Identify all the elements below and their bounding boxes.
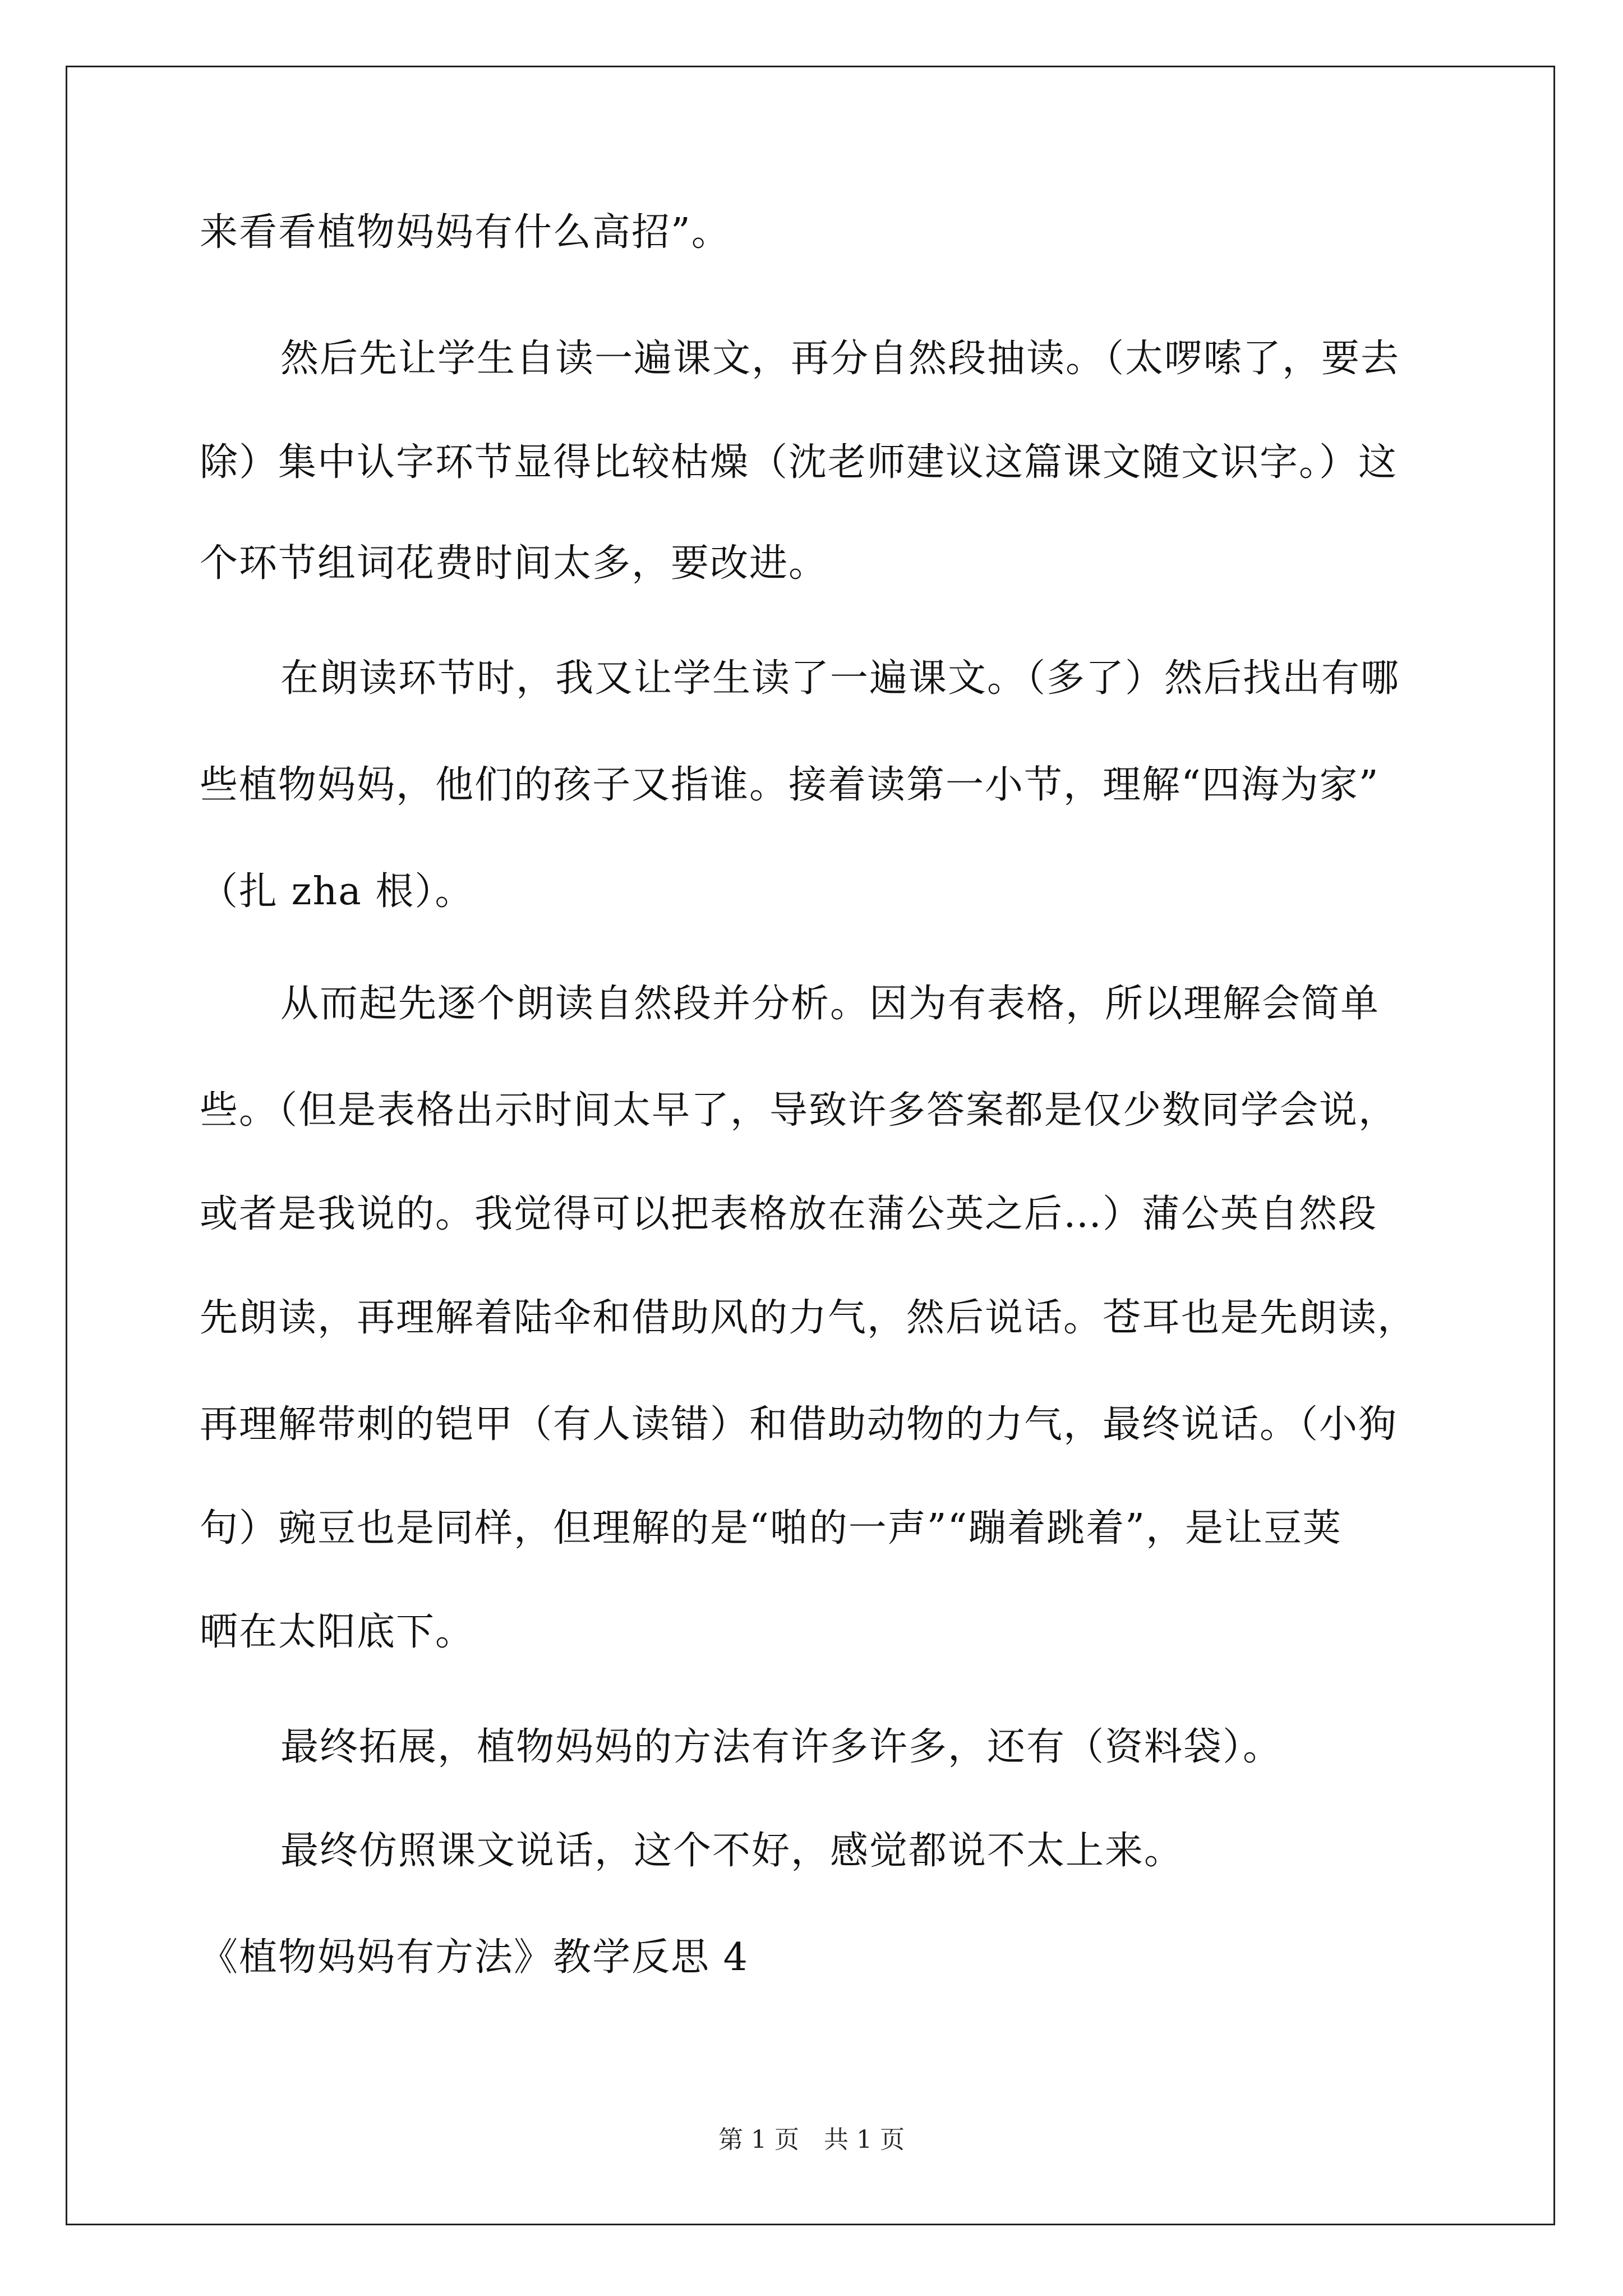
text-line: 来看看植物妈妈有什么高招”。 [200, 210, 731, 255]
paragraph-start-line: 从而起先逐个朗读自然段并分析。因为有表格，所以理解会简单 [280, 982, 1380, 1026]
text-line: （扎 zha 根）。 [200, 869, 474, 914]
paragraph-start-line: 最终仿照课文说话，这个不好，感觉都说不太上来。 [280, 1829, 1184, 1873]
paragraph-start-line: 在朗读环节时，我又让学生读了一遍课文。（多了）然后找出有哪 [280, 656, 1400, 701]
text-line: 句）豌豆也是同样，但理解的是“啪的一声”“蹦着跳着”，是让豆荚 [200, 1506, 1343, 1550]
text-line: 再理解带刺的铠甲（有人读错）和借助动物的力气，最终说话。（小狗 [200, 1402, 1398, 1447]
text-line: 除）集中认字环节显得比较枯燥（沈老师建议这篇课文随文识字。）这 [200, 440, 1398, 485]
page-footer: 第 1 页 共 1 页 [718, 2125, 905, 2154]
paragraph-start-line: 最终拓展，植物妈妈的方法有许多许多，还有（资料袋）。 [280, 1725, 1283, 1769]
page-border [66, 66, 1555, 2225]
text-line: 晒在太阳底下。 [200, 1610, 475, 1654]
text-line: 些。（但是表格出示时间太早了，导致许多答案都是仅少数同学会说， [200, 1088, 1398, 1133]
text-line: 个环节组词花费时间太多，要改进。 [200, 541, 828, 586]
text-line: 先朗读，再理解着陆伞和借助风的力气，然后说话。苍耳也是先朗读， [200, 1296, 1417, 1340]
section-heading: 《植物妈妈有方法》教学反思 4 [200, 1935, 749, 1980]
text-line: 些植物妈妈，他们的孩子又指谁。接着读第一小节，理解“四海为家” [200, 763, 1380, 807]
paragraph-start-line: 然后先让学生自读一遍课文，再分自然段抽读。（太啰嗦了，要去 [280, 337, 1400, 381]
text-line: 或者是我说的。我觉得可以把表格放在蒲公英之后…）蒲公英自然段 [200, 1192, 1378, 1236]
